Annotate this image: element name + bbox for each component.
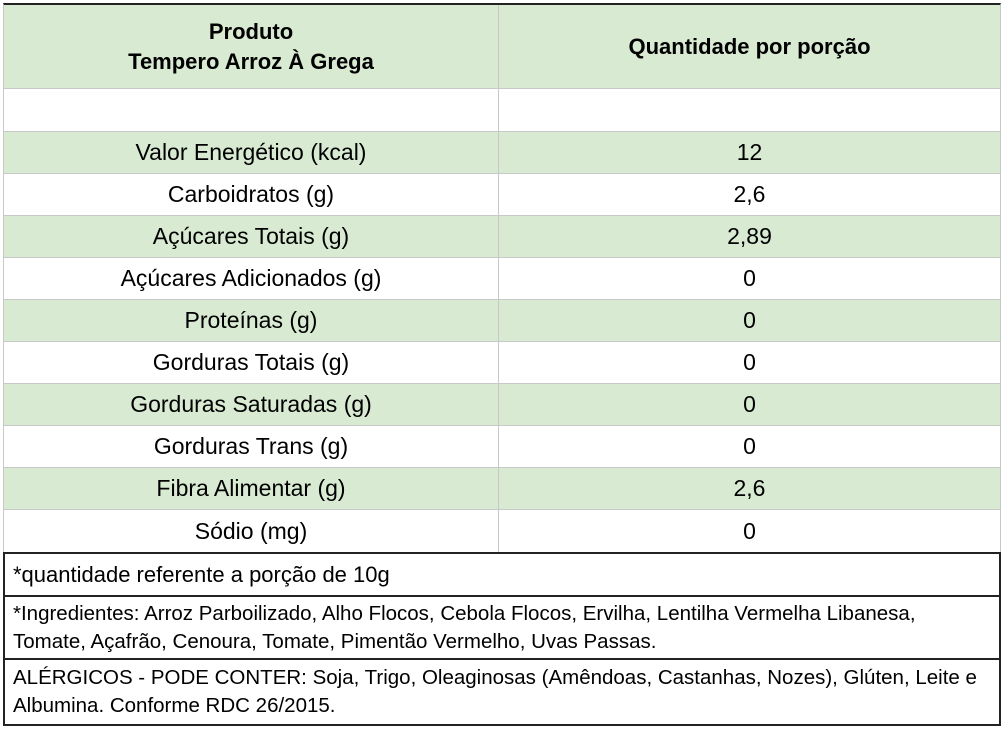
nutrient-value-cell[interactable]: 2,6 xyxy=(733,181,766,207)
ingredients-note[interactable]: *Ingredientes: Arroz Parboilizado, Alho Flocos, Cebola Flocos, Ervilha, Lentilha Vermelha Libanesa, Tomate, Açafrão, Cenoura, Tomate, Pimentão Vermelho, Uvas Passas. xyxy=(3,597,1001,660)
nutrient-label-cell[interactable]: Proteínas (g) xyxy=(4,300,499,341)
portion-note[interactable]: *quantidade referente a porção de 10g xyxy=(3,552,1001,597)
nutrient-label-cell[interactable]: Açúcares Totais (g) xyxy=(4,216,499,257)
table-row xyxy=(3,132,1001,174)
empty-row xyxy=(3,89,1001,132)
nutrient-label-cell[interactable]: Açúcares Adicionados (g) xyxy=(4,258,499,299)
table-row xyxy=(3,510,1001,552)
nutrient-value-cell[interactable]: 2,6 xyxy=(733,475,766,501)
nutrient-value-cell[interactable]: 2,89 xyxy=(727,223,772,249)
table-row xyxy=(3,216,1001,258)
nutrient-value-cell[interactable]: 0 xyxy=(743,265,756,291)
nutrient-label-cell[interactable]: Carboidratos (g) xyxy=(4,174,499,215)
header-quantity-label: Quantidade por porção xyxy=(628,33,871,59)
empty-cell[interactable] xyxy=(4,89,499,131)
table-row xyxy=(3,468,1001,510)
header-product-label: Produto xyxy=(208,18,294,44)
nutrient-value-cell[interactable]: 0 xyxy=(743,391,756,417)
table-row xyxy=(3,174,1001,216)
nutrient-label-cell[interactable]: Gorduras Totais (g) xyxy=(4,342,499,383)
allergens-note[interactable]: ALÉRGICOS - PODE CONTER: Soja, Trigo, Oleaginosas (Amêndoas, Castanhas, Nozes), Glúten, Leite e Albumina. Conforme RDC 26/2015. xyxy=(3,660,1001,726)
nutrient-value-cell[interactable]: 0 xyxy=(743,349,756,375)
table-row xyxy=(3,426,1001,468)
table-row xyxy=(3,384,1001,426)
nutrient-label-cell[interactable]: Gorduras Saturadas (g) xyxy=(4,384,499,425)
nutrient-value-cell[interactable]: 0 xyxy=(743,307,756,333)
nutrient-value-cell[interactable]: 0 xyxy=(743,517,756,544)
table-row xyxy=(3,342,1001,384)
nutrient-label-cell[interactable]: Gorduras Trans (g) xyxy=(4,426,499,467)
table-row xyxy=(3,258,1001,300)
nutrition-table xyxy=(3,3,1001,726)
table-row xyxy=(3,300,1001,342)
header-product-cell[interactable] xyxy=(4,5,499,88)
header-product-name: Tempero Arroz À Grega xyxy=(128,48,374,74)
nutrient-value-cell[interactable]: 0 xyxy=(743,433,756,459)
nutrient-label-cell[interactable]: Valor Energético (kcal) xyxy=(4,132,499,173)
empty-cell[interactable] xyxy=(499,89,1000,131)
nutrient-value-cell[interactable]: 12 xyxy=(736,139,763,165)
nutrient-label-cell[interactable]: Fibra Alimentar (g) xyxy=(4,468,499,509)
header-quantity-cell[interactable] xyxy=(499,5,1000,88)
nutrient-label-cell[interactable]: Sódio (mg) xyxy=(4,510,499,552)
table-header-row xyxy=(3,3,1001,89)
